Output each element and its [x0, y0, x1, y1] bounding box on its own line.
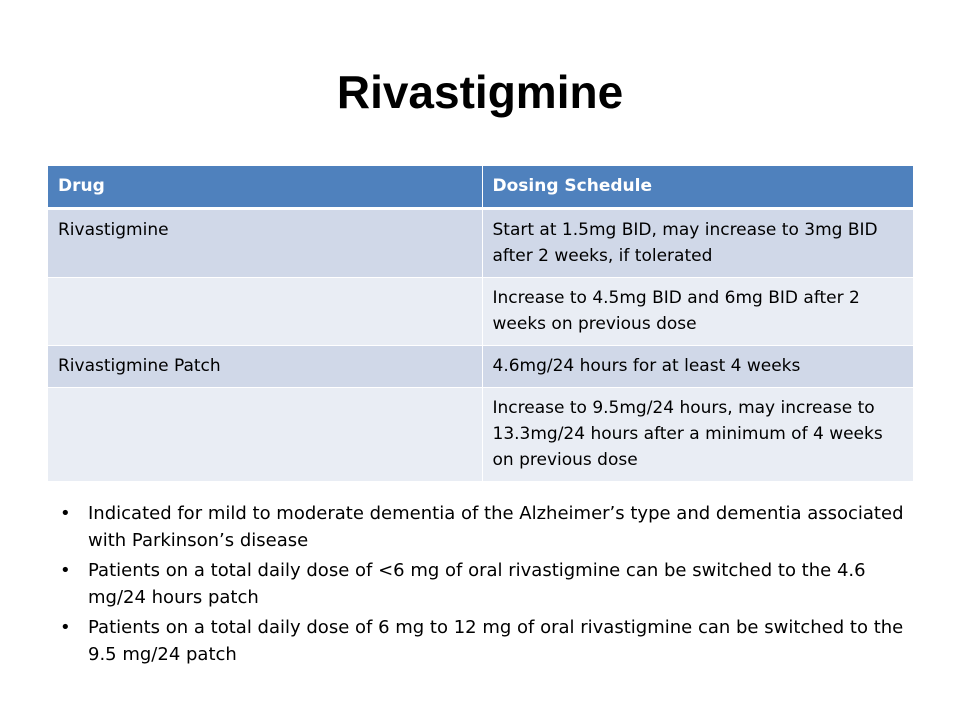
bullet-icon: •: [60, 617, 71, 638]
bullet-text: Indicated for mild to moderate dementia of the Alzheimer’s type and dementia associated with Parkinson’s disease: [88, 503, 904, 551]
table-header-row: [48, 166, 913, 209]
dosing-cell: Increase to 9.5mg/24 hours, may increase to 13.3mg/24 hours after a minimum of 4 weeks on previous dose: [482, 388, 913, 482]
slide-title: Rivastigmine: [336, 66, 624, 118]
dosing-table: [48, 166, 913, 481]
drug-cell: Rivastigmine Patch: [48, 346, 482, 388]
dosing-cell: Start at 1.5mg BID, may increase to 3mg BID after 2 weeks, if tolerated: [482, 209, 913, 278]
dosing-cell: 4.6mg/24 hours for at least 4 weeks: [482, 346, 913, 388]
drug-cell: Rivastigmine: [48, 209, 482, 278]
drug-cell: [48, 388, 482, 482]
header-drug: Drug: [48, 166, 482, 209]
table-row: [48, 209, 913, 278]
bullet-text: Patients on a total daily dose of 6 mg to 12 mg of oral rivastigmine can be switched to the 9.5 mg/24 patch: [88, 617, 904, 665]
table-row: [48, 278, 913, 346]
drug-cell: [48, 278, 482, 346]
list-item: [58, 557, 908, 611]
bullet-list: [58, 500, 908, 671]
bullet-icon: •: [60, 560, 71, 581]
list-item: [58, 614, 908, 668]
dosing-cell: Increase to 4.5mg BID and 6mg BID after 2 weeks on previous dose: [482, 278, 913, 346]
table-row: [48, 388, 913, 482]
header-dosing-schedule: Dosing Schedule: [482, 166, 913, 209]
bullet-text: Patients on a total daily dose of <6 mg of oral rivastigmine can be switched to the 4.6 mg/24 hours patch: [88, 560, 866, 608]
list-item: [58, 500, 908, 554]
table-row: [48, 346, 913, 388]
bullet-icon: •: [60, 503, 71, 524]
